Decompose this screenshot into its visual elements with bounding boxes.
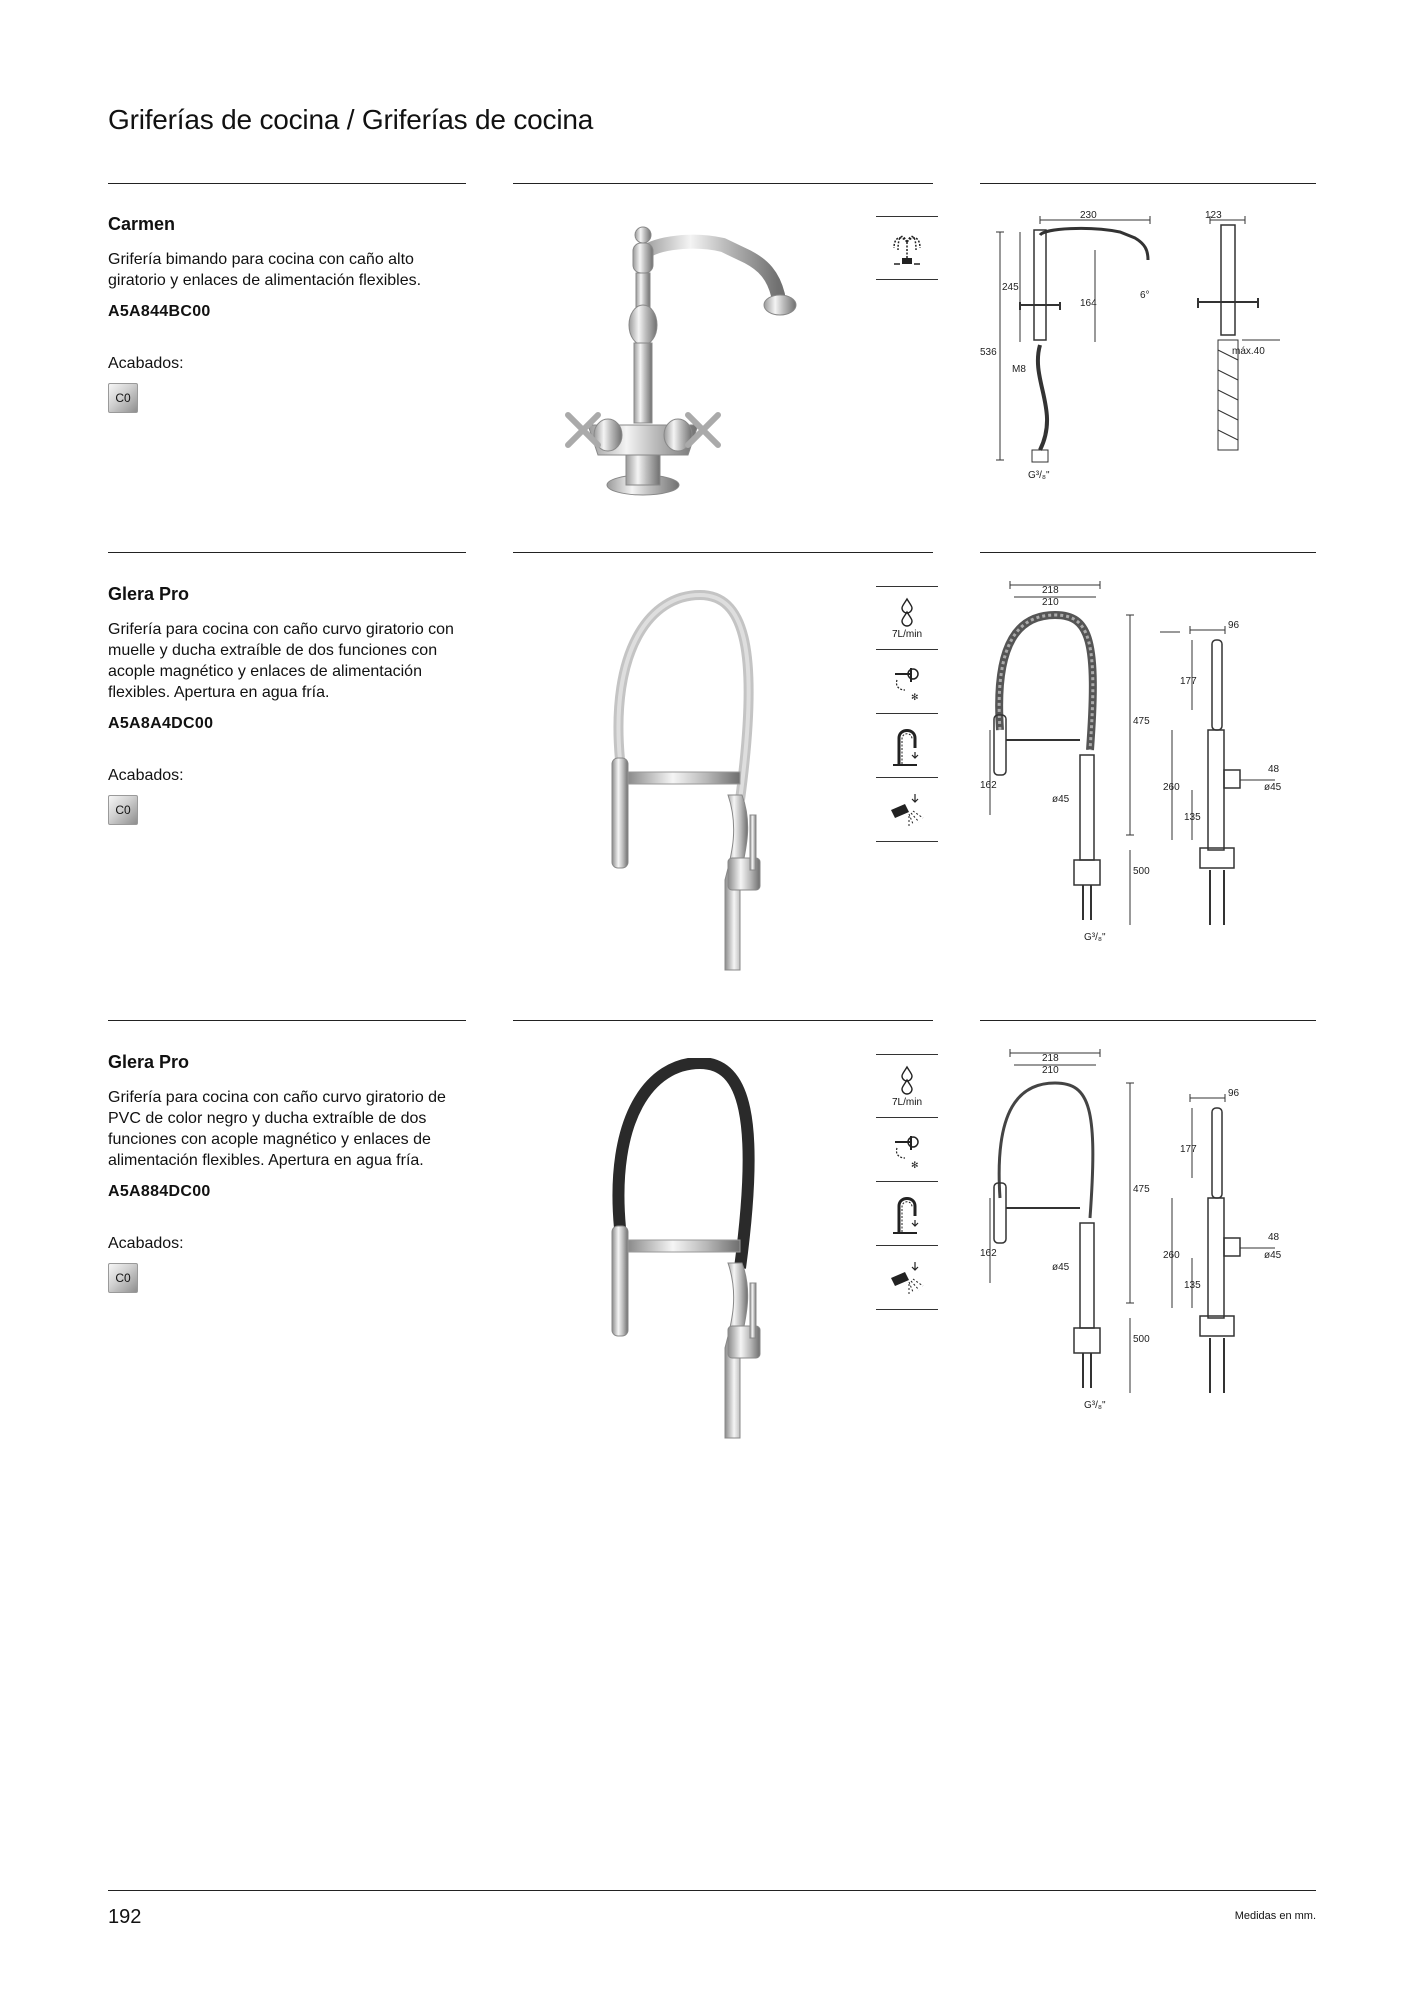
dim-label: 123 <box>1205 210 1222 221</box>
dim-label: G³/₈" <box>1084 932 1106 943</box>
page-number: 192 <box>108 1906 142 1928</box>
product-info <box>108 584 468 825</box>
section-rule <box>980 552 1316 553</box>
pull-down-icon <box>889 1192 925 1236</box>
dim-label: 210 <box>1042 1065 1059 1076</box>
product-photo <box>548 215 828 515</box>
dim-label: 218 <box>1042 585 1059 596</box>
spray-icon <box>887 1256 927 1300</box>
product-name: Carmen <box>108 214 176 234</box>
product-name: Glera Pro <box>108 1052 190 1072</box>
finish-swatch[interactable] <box>108 795 138 825</box>
footer-rule <box>108 1890 1316 1891</box>
product-code: A5A844BC00 <box>108 303 211 320</box>
water-drops-icon <box>897 1065 917 1095</box>
finishes-label: Acabados: <box>108 355 184 372</box>
feature-icon-cell <box>876 714 938 778</box>
page-title: Griferías de cocina / Griferías de cocina <box>108 104 594 135</box>
pull-down-icon <box>889 724 925 768</box>
feature-icon-cell <box>876 1246 938 1310</box>
units-note: Medidas en mm. <box>1234 1910 1316 1922</box>
feature-icon-cell <box>876 778 938 842</box>
water-drops-icon <box>897 597 917 627</box>
dim-label: 135 <box>1184 1280 1201 1291</box>
dim-label: 210 <box>1042 597 1059 608</box>
section-rule <box>513 183 933 184</box>
technical-drawing <box>980 210 1320 490</box>
dim-label: G³/₈" <box>1084 1400 1106 1411</box>
dim-label: 260 <box>1163 782 1180 793</box>
product-photo <box>590 590 810 980</box>
feature-icons <box>876 1054 938 1310</box>
dim-label: G³/₈" <box>1028 470 1050 481</box>
section-rule <box>108 552 466 553</box>
dim-label: 230 <box>1080 210 1097 221</box>
dim-label: 96 <box>1228 1088 1240 1099</box>
dim-label: ø45 <box>1264 782 1282 793</box>
feature-icon-cell <box>876 1182 938 1246</box>
dim-label: 260 <box>1163 1250 1180 1261</box>
dim-label: 135 <box>1184 812 1201 823</box>
product-code: A5A8A4DC00 <box>108 715 214 732</box>
flow-rate: 7L/min <box>891 1096 922 1108</box>
product-name: Glera Pro <box>108 584 190 604</box>
cold-start-icon <box>889 1130 925 1170</box>
product-code: A5A884DC00 <box>108 1183 211 1200</box>
dim-label: 162 <box>980 780 997 791</box>
feature-icon-cell <box>876 216 938 280</box>
dim-label: 475 <box>1133 1184 1150 1195</box>
feature-icons <box>876 586 938 842</box>
dim-label: 6° <box>1140 290 1150 301</box>
dim-label: M8 <box>1012 364 1026 375</box>
product-info <box>108 214 468 413</box>
finish-swatch[interactable] <box>108 383 138 413</box>
dim-label: 177 <box>1180 676 1197 687</box>
product-description: Grifería para cocina con caño curvo giratorio con muelle y ducha extraíble de dos funciones con acople magnético y enlaces de alimentación flexibles. Apertura en agua fría. <box>108 621 454 701</box>
finishes-label: Acabados: <box>108 767 184 784</box>
feature-icon-cell <box>876 1118 938 1182</box>
section-rule <box>513 1020 933 1021</box>
technical-drawing <box>980 580 1320 960</box>
dim-label: ø45 <box>1052 1262 1070 1273</box>
product-description: Grifería para cocina con caño curvo giratorio de PVC de color negro y ducha extraíble de dos funciones con acople magnético y enlaces de alimentación flexibles. Apertura en agua fría. <box>108 1089 446 1169</box>
section-rule <box>108 183 466 184</box>
flow-rate: 7L/min <box>891 628 922 640</box>
feature-icon-cell <box>876 1054 938 1118</box>
dim-label: 475 <box>1133 716 1150 727</box>
cold-start-icon <box>889 662 925 702</box>
spray-icon <box>887 788 927 832</box>
svg-text:✻: ✻ <box>911 692 919 702</box>
section-rule <box>108 1020 466 1021</box>
finish-code: C0 <box>115 803 131 817</box>
dim-label: 96 <box>1228 620 1240 631</box>
swivel-spout-icon <box>890 228 924 268</box>
dim-label: 177 <box>1180 1144 1197 1155</box>
product-photo <box>590 1058 810 1448</box>
feature-icon-cell <box>876 586 938 650</box>
finish-code: C0 <box>115 391 131 405</box>
dim-label: 218 <box>1042 1053 1059 1064</box>
dim-label: 48 <box>1268 1232 1280 1243</box>
feature-icon-cell <box>876 650 938 714</box>
product-info <box>108 1052 468 1293</box>
dim-label: ø45 <box>1264 1250 1282 1261</box>
svg-text:✻: ✻ <box>911 1160 919 1170</box>
finishes-label: Acabados: <box>108 1235 184 1252</box>
section-rule <box>513 552 933 553</box>
product-description: Grifería bimando para cocina con caño alto giratorio y enlaces de alimentación flexibles. <box>108 251 422 289</box>
section-rule <box>980 183 1316 184</box>
finish-code: C0 <box>115 1271 131 1285</box>
dim-label: ø45 <box>1052 794 1070 805</box>
feature-icons <box>876 216 938 280</box>
dim-label: 48 <box>1268 764 1280 775</box>
finish-swatch[interactable] <box>108 1263 138 1293</box>
dim-label: 245 <box>1002 282 1019 293</box>
dim-label: 500 <box>1133 1334 1150 1345</box>
dim-label: 536 <box>980 347 997 358</box>
section-rule <box>980 1020 1316 1021</box>
dim-label: 164 <box>1080 298 1097 309</box>
dim-label: 500 <box>1133 866 1150 877</box>
dim-label: 162 <box>980 1248 997 1259</box>
dim-label: máx.40 <box>1232 346 1265 357</box>
technical-drawing <box>980 1048 1320 1428</box>
